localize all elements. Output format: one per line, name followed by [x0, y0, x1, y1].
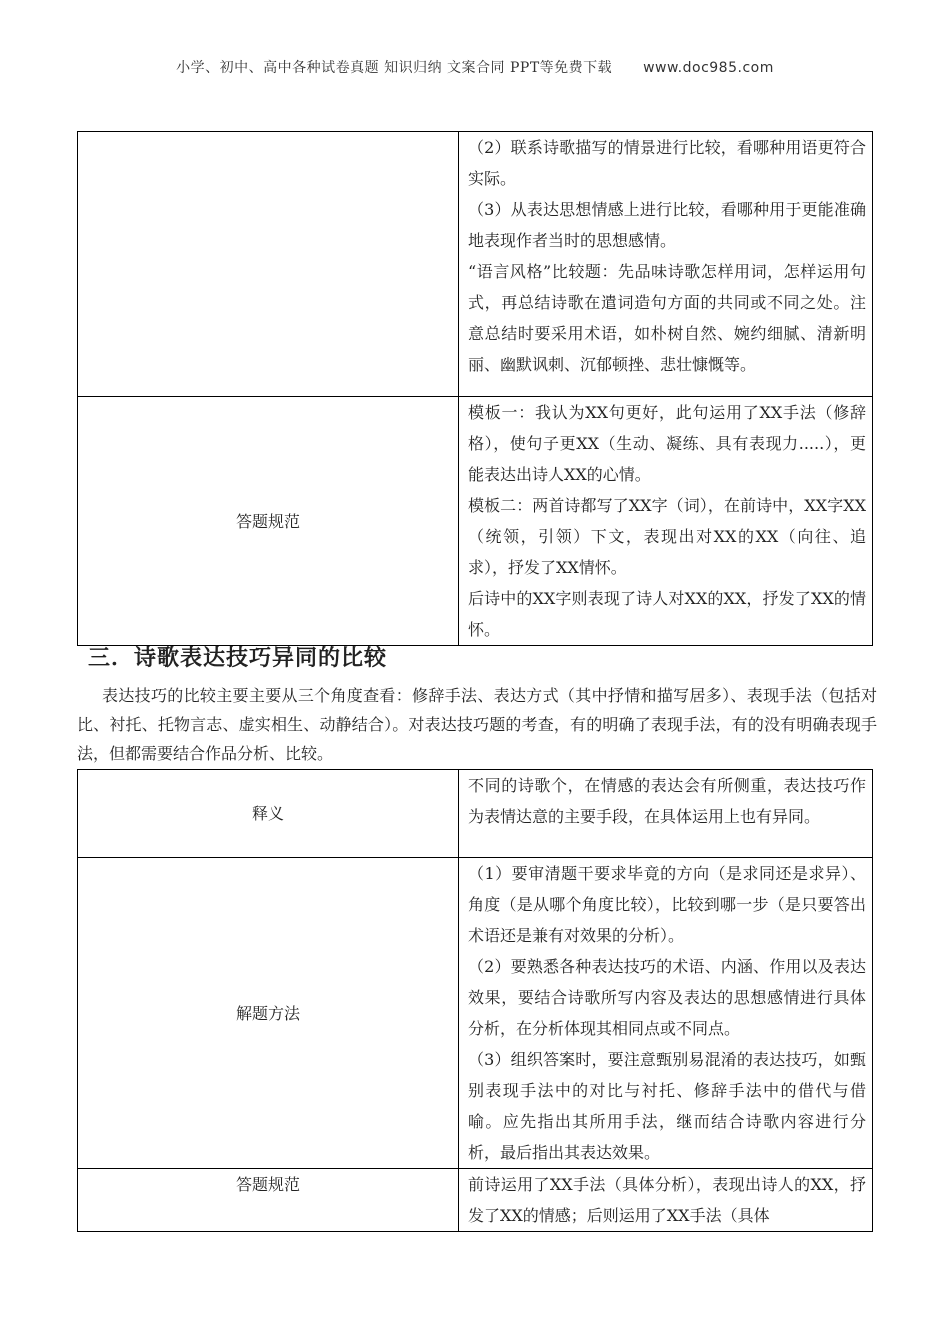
technique-comparison-table — [77, 769, 873, 1232]
language-comparison-table — [77, 131, 873, 646]
table-row — [78, 770, 873, 858]
table-row-label: 释义 — [78, 770, 459, 858]
table-row-label: 答题规范 — [78, 397, 459, 646]
table-row-label: 答题规范 — [78, 1169, 459, 1232]
page-header — [0, 57, 950, 77]
table-row-label — [78, 132, 459, 397]
table-row-content — [459, 770, 873, 858]
paragraph: 不同的诗歌个，在情感的表达会有所侧重，表达技巧作为表情达意的主要手段，在具体运用上也有异同。 — [468, 776, 866, 826]
paragraph: 后诗中的XX字则表现了诗人对XX的XX，抒发了XX的情怀。 — [468, 589, 866, 639]
header-text: 小学、初中、高中各种试卷真题 知识归纳 文案合同 PPT等免费下载 — [176, 60, 613, 76]
paragraph: （2）要熟悉各种表达技巧的术语、内涵、作用以及表达效果，要结合诗歌所写内容及表达的思想感情进行具体分析，在分析体现其相同点或不同点。 — [468, 957, 866, 1038]
table-row-content — [459, 132, 873, 397]
table-row-content — [459, 397, 873, 646]
paragraph: （3）组织答案时，要注意甄别易混淆的表达技巧，如甄别表现手法中的对比与衬托、修辞手法中的借代与借喻。应先指出其所用手法，继而结合诗歌内容进行分析，最后指出其表达效果。 — [468, 1050, 866, 1162]
table-row-content — [459, 1169, 873, 1232]
section-intro: 表达技巧的比较主要主要从三个角度查看：修辞手法、表达方式（其中抒情和描写居多）、表现手法（包括对比、衬托、托物言志、虚实相生、动静结合）。对表达技巧题的考查，有的明确了表现手法，有的没有明确表现手法，但都需要结合作品分析、比较。 — [77, 686, 877, 763]
header-site-link[interactable]: www.doc985.com — [643, 60, 774, 76]
paragraph: （2）联系诗歌描写的情景进行比较，看哪种用语更符合实际。 — [468, 138, 866, 188]
paragraph: 模板一：我认为XX句更好，此句运用了XX手法（修辞格），使句子更XX（生动、凝练、具有表现力.....），更能表达出诗人XX的心情。 — [468, 403, 866, 484]
table-row — [78, 397, 873, 646]
paragraph: 前诗运用了XX手法（具体分析），表现出诗人的XX，抒发了XX的情感；后则运用了XX手法（具体 — [468, 1175, 866, 1225]
table-row — [78, 858, 873, 1169]
table-row — [78, 1169, 873, 1232]
paragraph: （1）要审清题干要求毕竟的方向（是求同还是求异）、角度（是从哪个角度比较），比较到哪一步（是只要答出术语还是兼有对效果的分析）。 — [468, 864, 866, 945]
table-row-content — [459, 858, 873, 1169]
paragraph: “语言风格”比较题：先品味诗歌怎样用词，怎样运用句式，再总结诗歌在遣词造句方面的共同或不同之处。注意总结时要采用术语，如朴树自然、婉约细腻、清新明丽、幽默讽刺、沉郁顿挫、悲壮慷慨等。 — [468, 262, 866, 374]
section-title: 三．诗歌表达技巧异同的比较 — [88, 646, 388, 671]
paragraph: （3）从表达思想情感上进行比较，看哪种用于更能准确地表现作者当时的思想感情。 — [468, 200, 866, 250]
paragraph: 模板二：两首诗都写了XX字（词），在前诗中，XX字XX（统领，引领）下文，表现出对XX的XX（向往、追求），抒发了XX情怀。 — [468, 496, 866, 577]
table-row — [78, 132, 873, 397]
table-row-label: 解题方法 — [78, 858, 459, 1169]
